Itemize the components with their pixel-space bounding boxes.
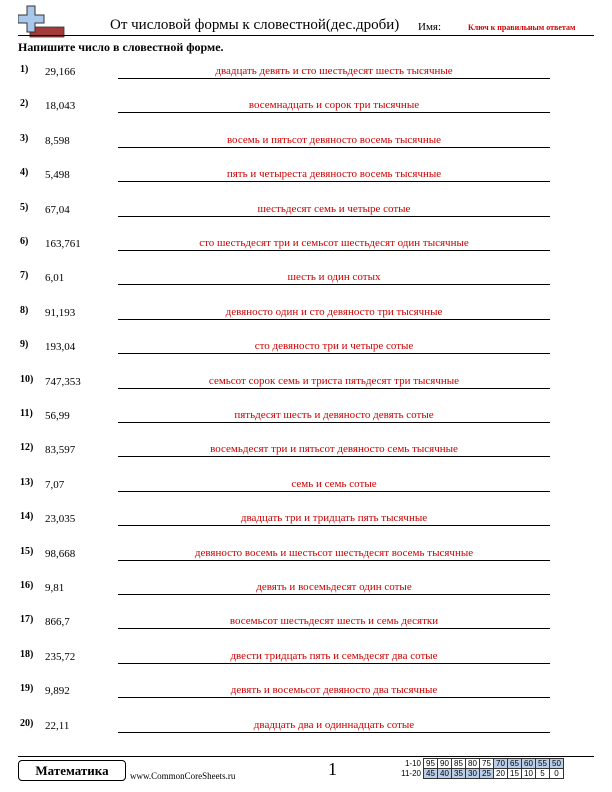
problem-row	[0, 580, 612, 606]
answer-text: семь и семь сотые	[291, 477, 377, 490]
score-cell: 5	[536, 769, 550, 779]
answer-text: шесть и один сотых	[287, 271, 381, 284]
problem-row	[0, 546, 612, 572]
score-cell: 0	[550, 769, 564, 779]
answer-line	[118, 456, 550, 457]
answer-text: двадцать два и одиннадцать сотые	[253, 718, 415, 731]
score-row-label: 1-10	[404, 759, 421, 768]
problem-row	[0, 270, 612, 296]
answer-line	[118, 697, 550, 698]
problem-row	[0, 64, 612, 90]
answer-line	[118, 112, 550, 113]
answer-text: девять и восемьсот девяносто два тысячные	[230, 684, 438, 697]
problem-number: 20)	[20, 717, 34, 729]
score-cell: 35	[452, 769, 466, 779]
page-number: 1	[328, 759, 337, 779]
problem-row	[0, 511, 612, 537]
problem-row	[0, 442, 612, 468]
score-cell: 95	[424, 759, 438, 769]
score-cell: 30	[466, 769, 480, 779]
answer-text: восемьсот шестьдесят шесть и семь десятки	[229, 615, 439, 628]
problem-number: 11)	[20, 408, 33, 419]
problem-value: 9,81	[45, 582, 65, 594]
problem-value: 163,761	[45, 238, 81, 250]
problem-number: 17)	[20, 614, 34, 626]
problem-value: 56,99	[45, 410, 70, 422]
answer-text: восемнадцать и сорок три тысячные	[248, 99, 420, 112]
problem-value: 98,668	[45, 547, 76, 560]
problem-row	[0, 477, 612, 503]
score-row	[389, 769, 564, 779]
answer-line	[118, 732, 550, 733]
problem-row	[0, 305, 612, 331]
answer-text: двадцать три и тридцать пять тысячные	[240, 512, 428, 525]
problem-value: 6,01	[45, 272, 65, 285]
problem-row	[0, 133, 612, 159]
problem-number: 15)	[20, 545, 34, 557]
answer-line	[118, 422, 550, 423]
answer-line	[118, 663, 550, 664]
problem-number: 5)	[20, 201, 29, 213]
score-cell: 25	[480, 769, 494, 779]
answer-line	[118, 491, 550, 492]
problem-value: 9,892	[45, 685, 70, 698]
problem-value: 7,07	[45, 478, 65, 491]
problem-number: 6)	[20, 236, 29, 247]
answer-text: восемьдесят три и пятьсот девяносто семь тысячные	[210, 443, 458, 456]
problem-row	[0, 374, 612, 400]
header-divider	[18, 35, 594, 36]
problem-value: 83,597	[45, 444, 76, 457]
score-cell: 45	[424, 769, 438, 779]
answer-text: восемь и пятьсот девяносто восемь тысячные	[226, 133, 442, 146]
problem-number: 19)	[20, 683, 34, 695]
problem-value: 29,166	[45, 66, 76, 78]
score-row-label: 11-20	[401, 769, 421, 778]
score-cell: 85	[452, 759, 466, 769]
footer-brand: Математика	[18, 760, 126, 781]
answer-line	[118, 147, 550, 148]
score-cell: 80	[466, 759, 480, 769]
answer-line	[118, 284, 550, 285]
problem-row	[0, 167, 612, 193]
problem-row	[0, 339, 612, 365]
answer-text: шестьдесят семь и четыре сотые	[257, 202, 411, 215]
problem-value: 91,193	[45, 306, 76, 319]
problem-value: 67,04	[45, 203, 70, 216]
problem-number: 9)	[20, 339, 29, 351]
score-cell: 40	[438, 769, 452, 779]
name-label: Имя:	[418, 21, 442, 33]
score-row	[389, 759, 564, 769]
answer-line	[118, 353, 550, 354]
problem-number: 18)	[20, 648, 34, 660]
problem-row	[0, 718, 612, 744]
problem-row	[0, 202, 612, 228]
answer-text: сто шестьдесят три и семьсот шестьдесят один тысячные	[199, 237, 469, 249]
problem-number: 1)	[20, 64, 29, 75]
problem-row	[0, 408, 612, 434]
problem-row	[0, 683, 612, 709]
problem-row	[0, 614, 612, 640]
problem-number: 10)	[20, 373, 34, 385]
problem-number: 13)	[20, 476, 34, 488]
footer-url: www.CommonCoreSheets.ru	[130, 771, 236, 781]
problem-number: 14)	[20, 511, 34, 523]
answer-line	[118, 628, 550, 629]
problem-row	[0, 98, 612, 124]
score-cell: 75	[480, 759, 494, 769]
answer-text: девяносто один и сто девяносто три тысячные	[225, 305, 443, 318]
score-cell: 90	[438, 759, 452, 769]
score-cell: 15	[508, 769, 522, 779]
problem-number: 12)	[20, 442, 34, 454]
problem-row	[0, 236, 612, 262]
page-title: От числовой формы к словестной(дес.дроби)	[110, 17, 400, 33]
answer-line	[118, 250, 550, 251]
answer-text: пятьдесят шесть и девяносто девять сотые	[234, 409, 434, 421]
score-cell: 20	[494, 769, 508, 779]
answer-line	[118, 78, 550, 79]
answer-line	[118, 216, 550, 217]
score-cell: 10	[522, 769, 536, 779]
answer-line	[118, 525, 550, 526]
problem-row	[0, 649, 612, 675]
instruction: Напишите число в словестной форме.	[18, 40, 224, 54]
problem-number: 8)	[20, 304, 29, 316]
problem-number: 4)	[20, 167, 29, 179]
answer-text: семьсот сорок семь и триста пятьдесят три тысячные	[208, 374, 460, 387]
problem-value: 747,353	[45, 375, 81, 388]
problem-value: 5,498	[45, 169, 70, 182]
problem-number: 2)	[20, 98, 29, 110]
answer-text: девять и восемьдесят один сотые	[256, 581, 412, 593]
answer-line	[118, 560, 550, 561]
score-cell: 70	[494, 759, 508, 769]
problem-value: 23,035	[45, 513, 76, 526]
answer-line	[118, 388, 550, 389]
problem-value: 18,043	[45, 100, 76, 113]
answer-line	[118, 594, 550, 595]
score-cell: 50	[550, 759, 564, 769]
answer-line	[118, 319, 550, 320]
score-cell: 55	[536, 759, 550, 769]
problem-value: 193,04	[45, 341, 76, 354]
problem-value: 22,11	[45, 719, 70, 732]
answer-text: сто девяносто три и четыре сотые	[254, 340, 414, 353]
problem-number: 16)	[20, 580, 34, 591]
answer-text: двадцать девять и сто шестьдесят шесть тысячные	[215, 65, 453, 77]
score-cell: 60	[522, 759, 536, 769]
footer-divider	[18, 756, 594, 757]
problem-number: 7)	[20, 270, 29, 282]
answer-line	[118, 181, 550, 182]
problem-value: 235,72	[45, 650, 76, 663]
answer-text: двести тридцать пять и семьдесят два сотые	[230, 649, 438, 662]
score-cell: 65	[508, 759, 522, 769]
answer-text: пять и четыреста девяносто восемь тысячные	[226, 168, 442, 181]
problem-value: 8,598	[45, 134, 70, 147]
problem-number: 3)	[20, 132, 29, 144]
answer-key-label: Ключ к правильным ответам	[468, 23, 576, 32]
problem-value: 866,7	[45, 616, 70, 629]
score-table	[389, 758, 564, 779]
answer-text: девяносто восемь и шестьсот шестьдесят восемь тысячные	[194, 546, 474, 559]
